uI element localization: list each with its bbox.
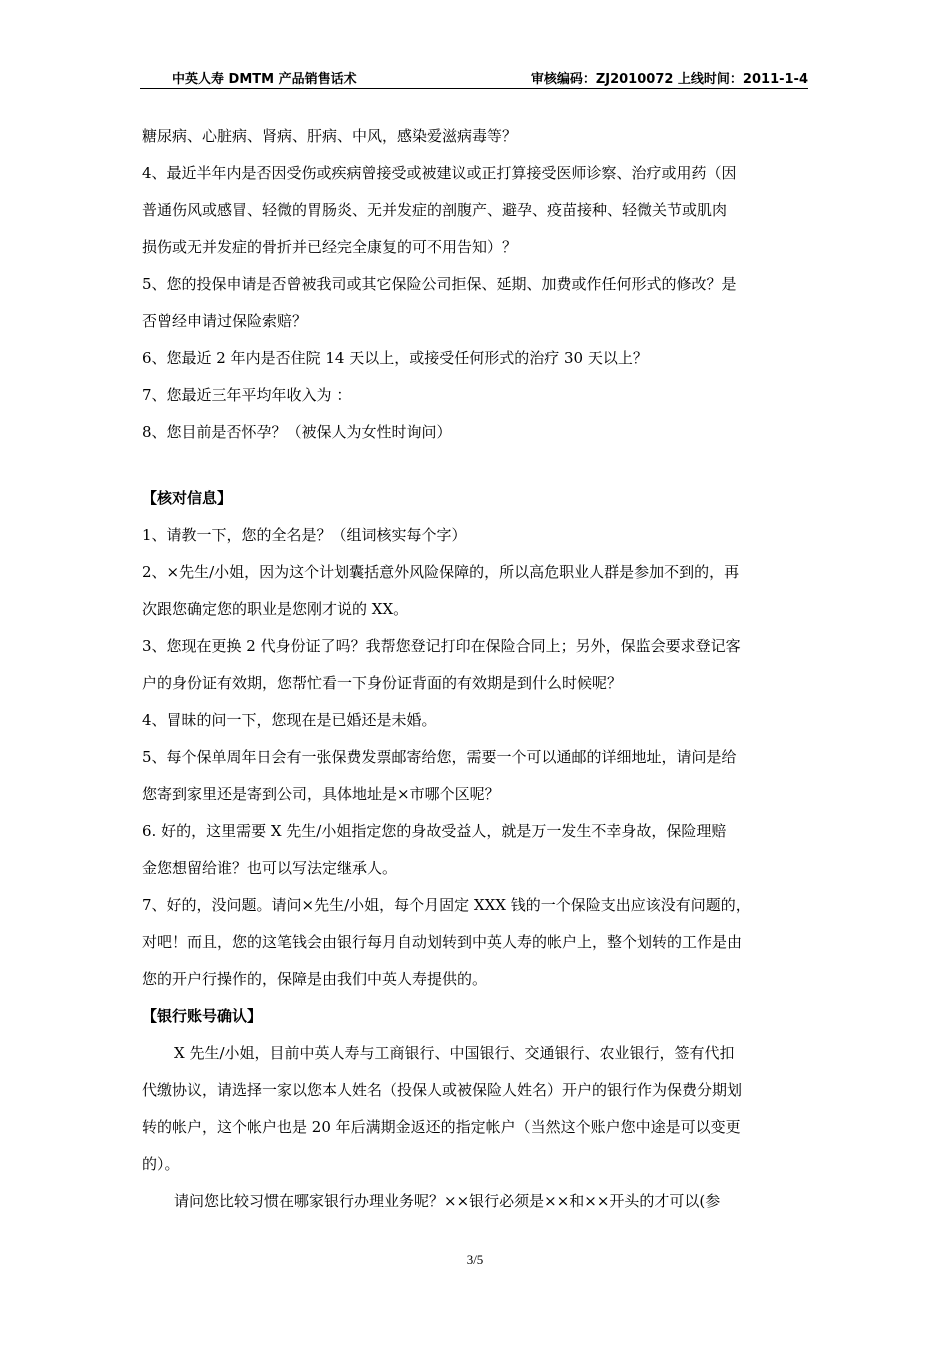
section-heading-verify-info: 【核对信息】 <box>142 489 233 507</box>
page-number: 3/5 <box>466 1252 484 1267</box>
header-title: 中英人寿 DMTM 产品销售话术 <box>172 72 357 87</box>
text-line: 3、您现在更换 2 代身份证了吗？我帮您登记打印在保险合同上；另外，保监会要求登记客 <box>142 637 741 655</box>
text-line: 的）。 <box>142 1155 180 1173</box>
text-line: 户的身份证有效期，您帮忙看一下身份证背面的有效期是到什么时候呢？ <box>142 674 623 692</box>
text-line: 8、您目前是否怀孕？（被保人为女性时询问） <box>142 423 452 441</box>
document-body <box>142 118 810 1220</box>
spacer <box>142 451 810 480</box>
verify-info-section <box>142 480 810 998</box>
text-line: 7、您最近三年平均年收入为 ： <box>142 386 352 404</box>
page-header <box>140 66 808 88</box>
text-line: 1、请教一下，您的全名是？（组词核实每个字） <box>142 526 467 544</box>
text-line: 6. 好的，这里需要 X 先生/小姐指定您的身故受益人，就是万一发生不幸身故，保险理赔 <box>142 822 727 840</box>
bank-account-section <box>142 998 810 1220</box>
text-line: 否曾经申请过保险索赔？ <box>142 312 308 330</box>
text-line: 2、×先生/小姐，因为这个计划囊括意外风险保障的，所以高危职业人群是参加不到的，再 <box>142 563 740 581</box>
text-line: 转的帐户，这个帐户也是 20 年后满期金返还的指定帐户（当然这个账户您中途是可以变更 <box>142 1118 741 1136</box>
header-review-code: 审核编码：ZJ2010072 上线时间：2011-1-4 <box>530 72 808 87</box>
health-questions <box>142 118 810 451</box>
text-line: 7、好的，没问题。请问×先生/小姐，每个月固定 XXX 钱的一个保险支出应该没有问题的， <box>142 896 751 914</box>
text-line: 5、您的投保申请是否曾被我司或其它保险公司拒保、延期、加费或作任何形式的修改？是 <box>142 275 737 293</box>
text-line: X 先生/小姐，目前中英人寿与工商银行、中国银行、交通银行、农业银行，签有代扣 <box>174 1044 735 1062</box>
text-line: 您寄到家里还是寄到公司，具体地址是×市哪个区呢？ <box>142 785 500 803</box>
text-line: 6、您最近 2 年内是否住院 14 天以上，或接受任何形式的治疗 30 天以上？ <box>142 349 648 367</box>
text-line: 代缴协议，请选择一家以您本人姓名（投保人或被保险人姓名）开户的银行作为保费分期划 <box>142 1081 743 1099</box>
text-line: 普通伤风或感冒、轻微的胃肠炎、无并发症的剖腹产、避孕、疫苗接种、轻微关节或肌肉 <box>142 201 728 219</box>
section-heading-bank-account: 【银行账号确认】 <box>142 1007 263 1025</box>
text-line: 4、冒昧的问一下，您现在是已婚还是未婚。 <box>142 711 437 729</box>
text-line: 次跟您确定您的职业是您刚才说的 XX。 <box>142 600 409 618</box>
text-line: 损伤或无并发症的骨折并已经完全康复的可不用告知）？ <box>142 238 518 256</box>
text-line: 4、最近半年内是否因受伤或疾病曾接受或被建议或正打算接受医师诊察、治疗或用药（因 <box>142 164 737 182</box>
text-line: 5、每个保单周年日会有一张保费发票邮寄给您，需要一个可以通邮的详细地址，请问是给 <box>142 748 737 766</box>
text-line: 请问您比较习惯在哪家银行办理业务呢？××银行必须是××和××开头的才可以(参 <box>174 1192 721 1210</box>
text-line: 糖尿病、心脏病、肾病、肝病、中风，感染爱滋病毒等？ <box>142 127 518 145</box>
header-rule <box>140 88 808 89</box>
text-line: 您的开户行操作的，保障是由我们中英人寿提供的。 <box>142 970 488 988</box>
text-line: 金您想留给谁？也可以写法定继承人。 <box>142 859 398 877</box>
text-line: 对吧！而且，您的这笔钱会由银行每月自动划转到中英人寿的帐户上，整个划转的工作是由 <box>142 933 743 951</box>
